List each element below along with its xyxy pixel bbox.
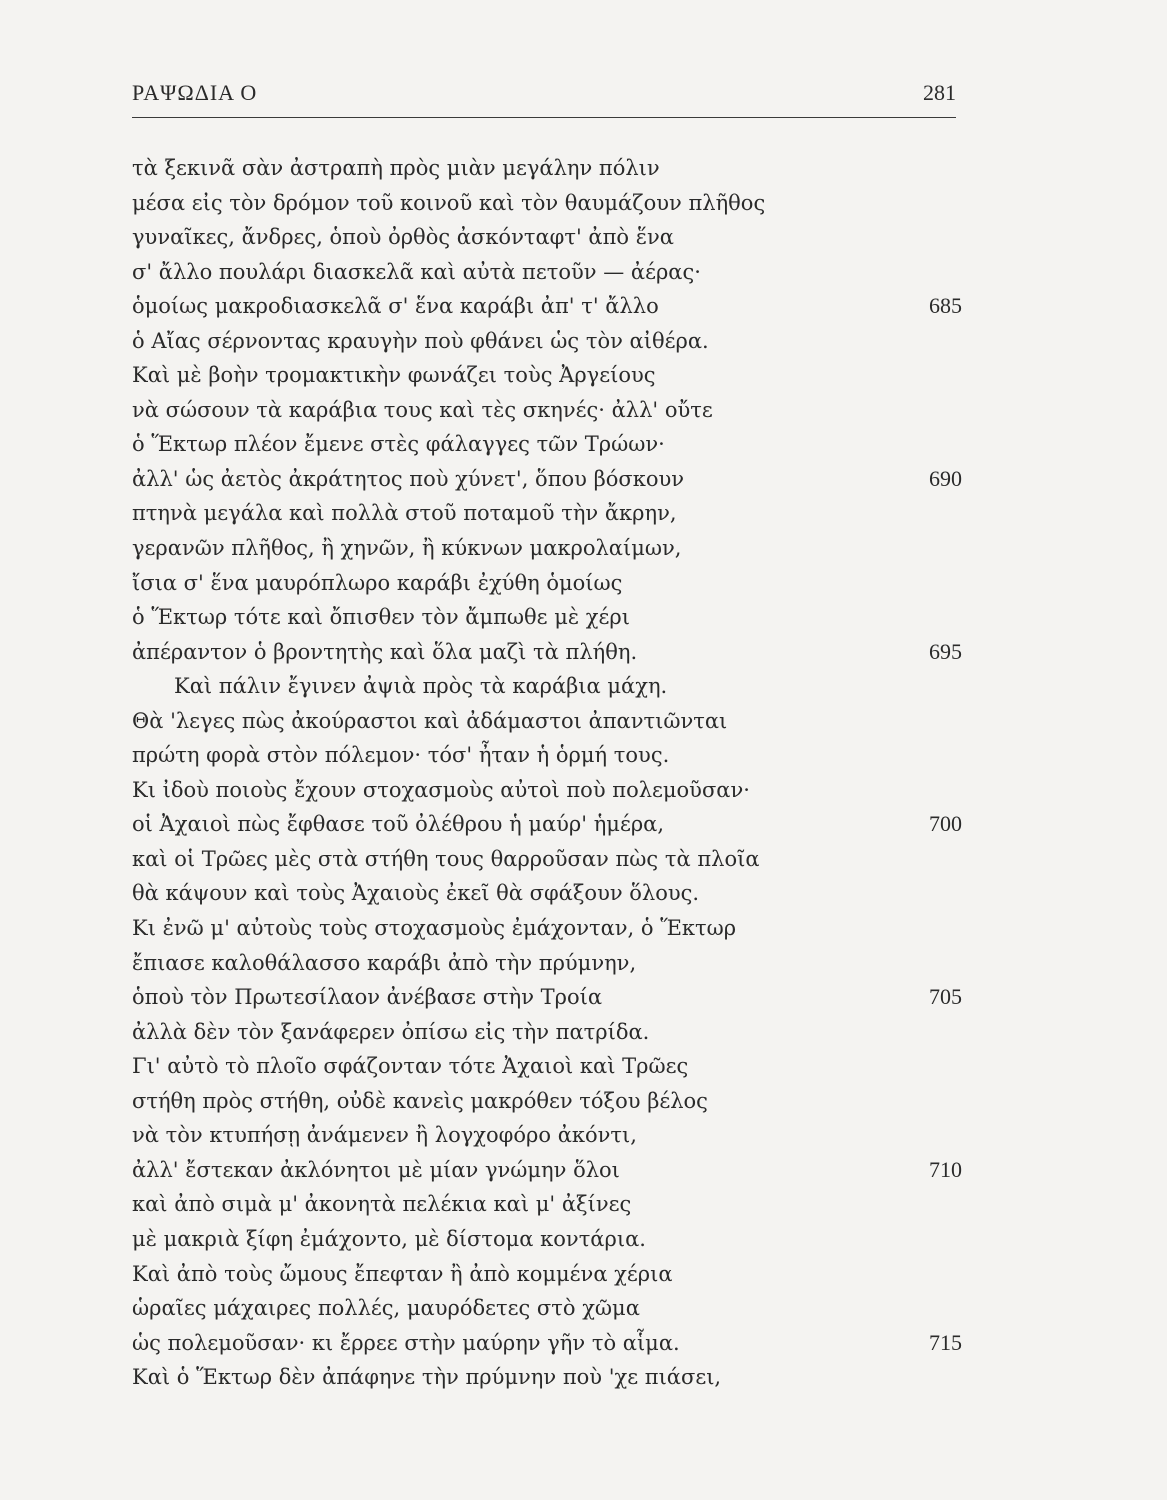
verse-line [132,566,962,601]
verse-text: ἔπιασε καλοθάλασσο καράβι ἀπὸ τὴν πρύμνην, [132,950,637,975]
verse-line [132,876,962,911]
verse-line [132,186,962,221]
verse-number: 715 [929,1329,962,1355]
verse-line [132,1257,962,1292]
verse-line [132,635,962,670]
verse-line [132,531,962,566]
verse-line [132,773,962,808]
verse-text: ὡραῖες μάχαιρες πολλές, μαυρόδετες στὸ χῶμα [132,1296,640,1321]
verse-text: ὁ Ἕκτωρ τότε καὶ ὄπισθεν τὸν ἄμπωθε μὲ χέρι [132,605,630,630]
verse-text: ἀλλ' ἔστεκαν ἀκλόνητοι μὲ μίαν γνώμην ὅλοι [132,1157,620,1182]
verse-text: ἀπέραντον ὁ βροντητὴς καὶ ὅλα μαζὶ τὰ πλήθη. [132,639,638,664]
verse-text: γυναῖκες, ἄνδρες, ὁποὺ ὀρθὸς ἀσκόνταφτ' ἀπὸ ἕνα [132,225,674,250]
verse-text: ὁ Ἕκτωρ πλέον ἔμενε στὲς φάλαγγες τῶν Τρώων· [132,432,665,457]
verse-text: πτηνὰ μεγάλα καὶ πολλὰ στοῦ ποταμοῦ τὴν ἄκρην, [132,501,677,526]
verse-line [132,324,962,359]
verse-text: νὰ τὸν κτυπήσῃ ἀνάμενεν ἢ λογχοφόρο ἀκόντι, [132,1123,637,1148]
verse-text: μὲ μακριὰ ξίφη ἐμάχοντο, μὲ δίστομα κοντάρια. [132,1226,646,1251]
page-header [132,80,956,112]
verse-line [132,600,962,635]
verse-line [132,151,962,186]
verse-text: σ' ἄλλο πουλάρι διασκελᾶ καὶ αὐτὰ πετοῦν — ἀέρας· [132,259,701,284]
verse-text: τὰ ξεκινᾶ σὰν ἀστραπὴ πρὸς μιὰν μεγάλην πόλιν [132,156,660,180]
verse-line [132,289,962,324]
verse-text: γερανῶν πλῆθος, ἢ χηνῶν, ἢ κύκνων μακρολαίμων, [132,536,682,561]
verse-line [132,946,962,981]
verse-line [132,1118,962,1153]
verse-line [132,911,962,946]
verse-text: Καὶ ὁ Ἕκτωρ δὲν ἀπάφηνε τὴν πρύμνην ποὺ 'χε πιάσει, [132,1365,722,1390]
verse-line [132,496,962,531]
poem-body [132,151,962,1395]
verse-text: Καὶ ἀπὸ τοὺς ὤμους ἔπεφταν ἢ ἀπὸ κομμένα χέρια [132,1261,673,1286]
verse-line [132,462,962,497]
verse-line [132,358,962,393]
verse-text: Θὰ 'λεγες πὼς ἀκούραστοι καὶ ἀδάμαστοι ἀπαντιῶνται [132,708,728,733]
verse-line [132,1187,962,1222]
verse-text: ὁποὺ τὸν Πρωτεσίλαον ἀνέβασε στὴν Τροία [132,985,603,1010]
running-title: ΡΑΨΩΔΙΑ Ο [132,80,258,105]
verse-text: ἀλλὰ δὲν τὸν ξανάφερεν ὀπίσω εἰς τὴν πατρίδα. [132,1019,650,1044]
verse-line [132,1084,962,1119]
verse-line [132,1153,962,1188]
verse-line [132,807,962,842]
verse-text: Γι' αὐτὸ τὸ πλοῖο σφάζονταν τότε Ἀχαιοὶ καὶ Τρῶες [132,1054,689,1079]
verse-text: οἱ Ἀχαιοὶ πὼς ἔφθασε τοῦ ὀλέθρου ἡ μαύρ' ἡμέρα, [132,812,665,837]
verse-text: Καὶ πάλιν ἔγινεν ἀψιὰ πρὸς τὰ καράβια μάχη. [174,674,668,699]
verse-text: νὰ σώσουν τὰ καράβια τους καὶ τὲς σκηνές· ἀλλ' οὔτε [132,397,713,422]
verse-line [132,1015,962,1050]
verse-text: καὶ οἱ Τρῶες μὲς στὰ στήθη τους θαρροῦσαν πὼς τὰ πλοῖα [132,846,760,871]
verse-number: 705 [929,984,962,1010]
verse-line [132,1360,962,1395]
verse-line [132,980,962,1015]
verse-text: πρώτη φορὰ στὸν πόλεμον· τόσ' ἦταν ἡ ὁρμή τους. [132,743,670,768]
verse-line [132,1326,962,1361]
page-number: 281 [923,80,956,105]
verse-text: θὰ κάψουν καὶ τοὺς Ἀχαιοὺς ἐκεῖ θὰ σφάξουν ὅλους. [132,881,700,906]
verse-number: 690 [929,465,962,491]
verse-number: 700 [929,811,962,837]
verse-line [132,1049,962,1084]
verse-line [132,1222,962,1257]
verse-text: ἀλλ' ὡς ἀετὸς ἀκράτητος ποὺ χύνετ', ὅπου βόσκουν [132,466,685,491]
verse-number: 685 [929,293,962,319]
verse-text: Καὶ μὲ βοὴν τρομακτικὴν φωνάζει τοὺς Ἀργείους [132,363,656,388]
verse-line [132,255,962,290]
verse-text: ὡς πολεμοῦσαν· κι ἔρρεε στὴν μαύρην γῆν τὸ αἷμα. [132,1330,680,1355]
verse-text: ὁ Αἴας σέρνοντας κραυγὴν ποὺ φθάνει ὡς τὸν αἰθέρα. [132,328,709,353]
verse-text: ἴσια σ' ἕνα μαυρόπλωρο καράβι ἐχύθη ὁμοίως [132,570,623,595]
verse-text: καὶ ἀπὸ σιμὰ μ' ἀκονητὰ πελέκια καὶ μ' ἀξίνες [132,1192,632,1217]
verse-text: στήθη πρὸς στήθη, οὐδὲ κανεὶς μακρόθεν τόξου βέλος [132,1088,708,1113]
verse-line [132,842,962,877]
verse-number: 710 [929,1156,962,1182]
verse-text: μέσα εἰς τὸν δρόμον τοῦ κοινοῦ καὶ τὸν θαυμάζουν πλῆθος [132,190,766,215]
verse-line [132,1291,962,1326]
verse-line [132,669,962,704]
verse-line [132,704,962,739]
verse-line [132,220,962,255]
verse-text: Κι ἐνῶ μ' αὐτοὺς τοὺς στοχασμοὺς ἐμάχονταν, ὁ Ἕκτωρ [132,916,737,941]
verse-line [132,738,962,773]
header-rule [132,117,956,118]
verse-number: 695 [929,638,962,664]
verse-text: Κι ἰδοὺ ποιοὺς ἔχουν στοχασμοὺς αὐτοὶ ποὺ πολεμοῦσαν· [132,777,750,802]
verse-line [132,427,962,462]
verse-text: ὁμοίως μακροδιασκελᾶ σ' ἕνα καράβι ἀπ' τ' ἄλλο [132,294,659,319]
verse-line [132,393,962,428]
